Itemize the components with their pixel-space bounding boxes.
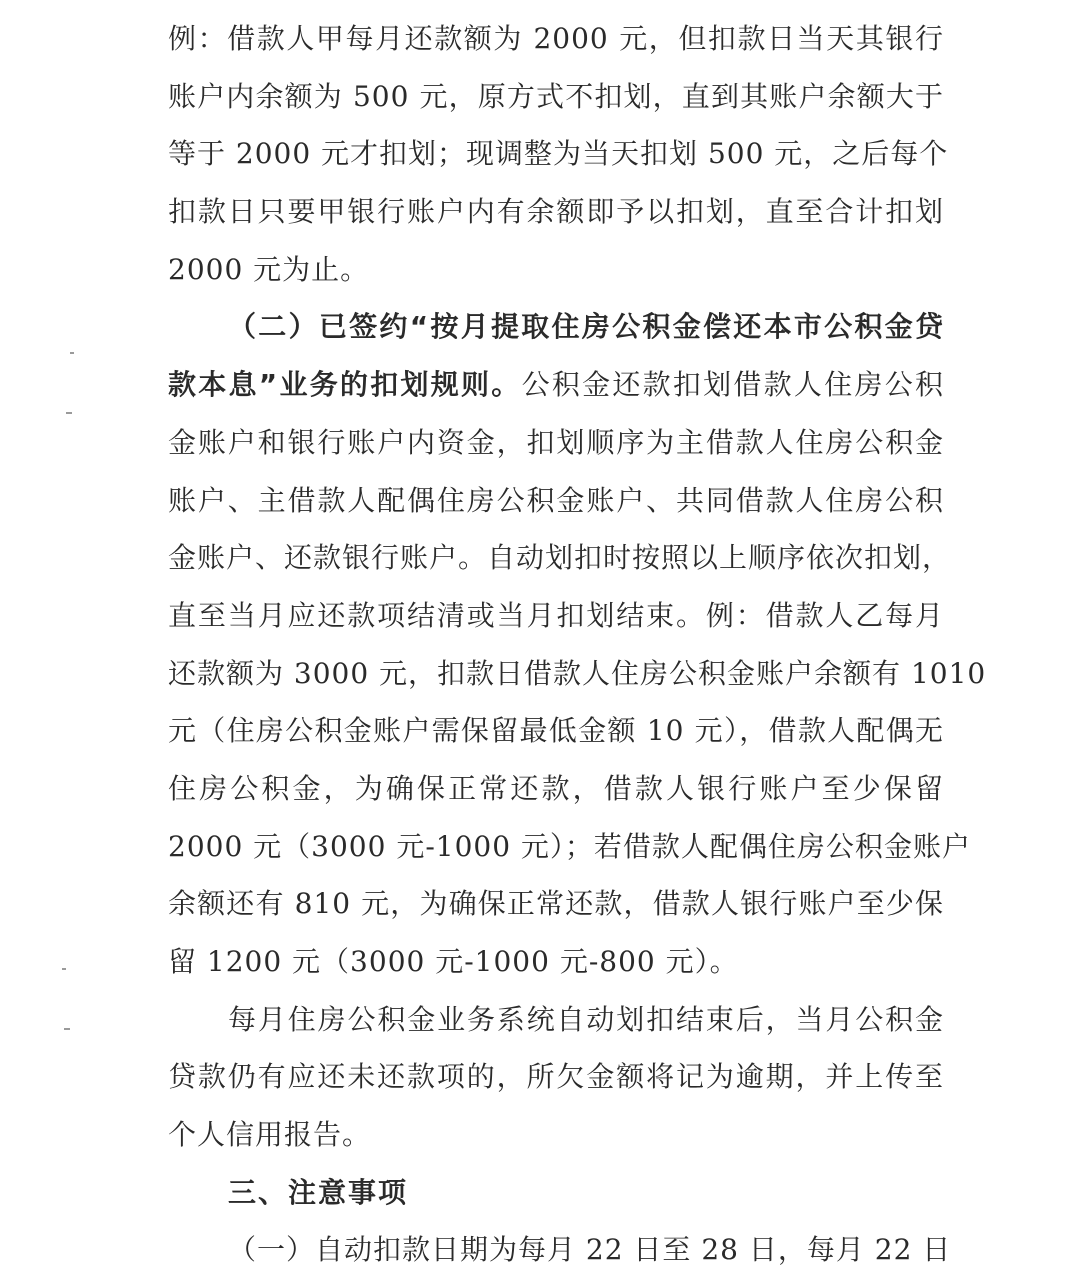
- section-heading: 三、注意事项: [228, 1175, 409, 1209]
- paragraph-line: 每月住房公积金业务系统自动划扣结束后，当月公积金: [228, 1002, 944, 1036]
- paragraph-line: 2000 元（3000 元-1000 元）；若借款人配偶住房公积金账户: [168, 829, 971, 863]
- paragraph-text: 公积金还款扣划借款人住房公积: [521, 368, 944, 402]
- paragraph-line: 账户内余额为 500 元，原方式不扣划，直到其账户余额大于: [168, 79, 944, 113]
- paragraph-line: 直至当月应还款项结清或当月扣划结束。例：借款人乙每月: [168, 598, 944, 632]
- section-heading-continuation: 款本息”业务的扣划规则。: [168, 368, 522, 402]
- document-body: [168, 10, 987, 1279]
- scan-speck: [62, 968, 66, 970]
- paragraph-line: [168, 356, 944, 414]
- scan-speck: [70, 352, 74, 354]
- paragraph-line: 金账户、还款银行账户。自动划扣时按照以上顺序依次扣划，: [168, 541, 952, 575]
- section-heading: （二）已签约“按月提取住房公积金偿还本市公积金贷: [228, 310, 944, 344]
- paragraph-line: 个人信用报告。: [168, 1118, 372, 1152]
- paragraph-line: 元（住房公积金账户需保留最低金额 10 元），借款人配偶无: [168, 714, 944, 748]
- paragraph-line: 金账户和银行账户内资金，扣划顺序为主借款人住房公积金: [168, 425, 944, 459]
- paragraph-line: 扣款日只要甲银行账户内有余额即予以扣划，直至合计扣划: [168, 195, 944, 229]
- paragraph-line: 账户、主借款人配偶住房公积金账户、共同借款人住房公积: [168, 483, 944, 517]
- paragraph-line: 2000 元为止。: [168, 252, 370, 286]
- paragraph-line: 住房公积金，为确保正常还款，借款人银行账户至少保留: [168, 771, 944, 805]
- paragraph-line: 贷款仍有应还未还款项的，所欠金额将记为逾期，并上传至: [168, 1060, 944, 1094]
- paragraph-line: 例：借款人甲每月还款额为 2000 元，但扣款日当天其银行: [168, 22, 944, 55]
- paragraph-line: 余额还有 810 元，为确保正常还款，借款人银行账户至少保: [168, 887, 944, 921]
- paragraph-line: 等于 2000 元才扣划；现调整为当天扣划 500 元，之后每个: [168, 137, 949, 171]
- paragraph-line: （一）自动扣款日期为每月 22 日至 28 日，每月 22 日: [228, 1233, 952, 1267]
- scan-speck: [64, 1028, 70, 1030]
- paragraph-line: 还款额为 3000 元，扣款日借款人住房公积金账户余额有 1010: [168, 656, 987, 690]
- scan-speck: [66, 412, 72, 414]
- paragraph-line: 留 1200 元（3000 元-1000 元-800 元）。: [168, 945, 739, 978]
